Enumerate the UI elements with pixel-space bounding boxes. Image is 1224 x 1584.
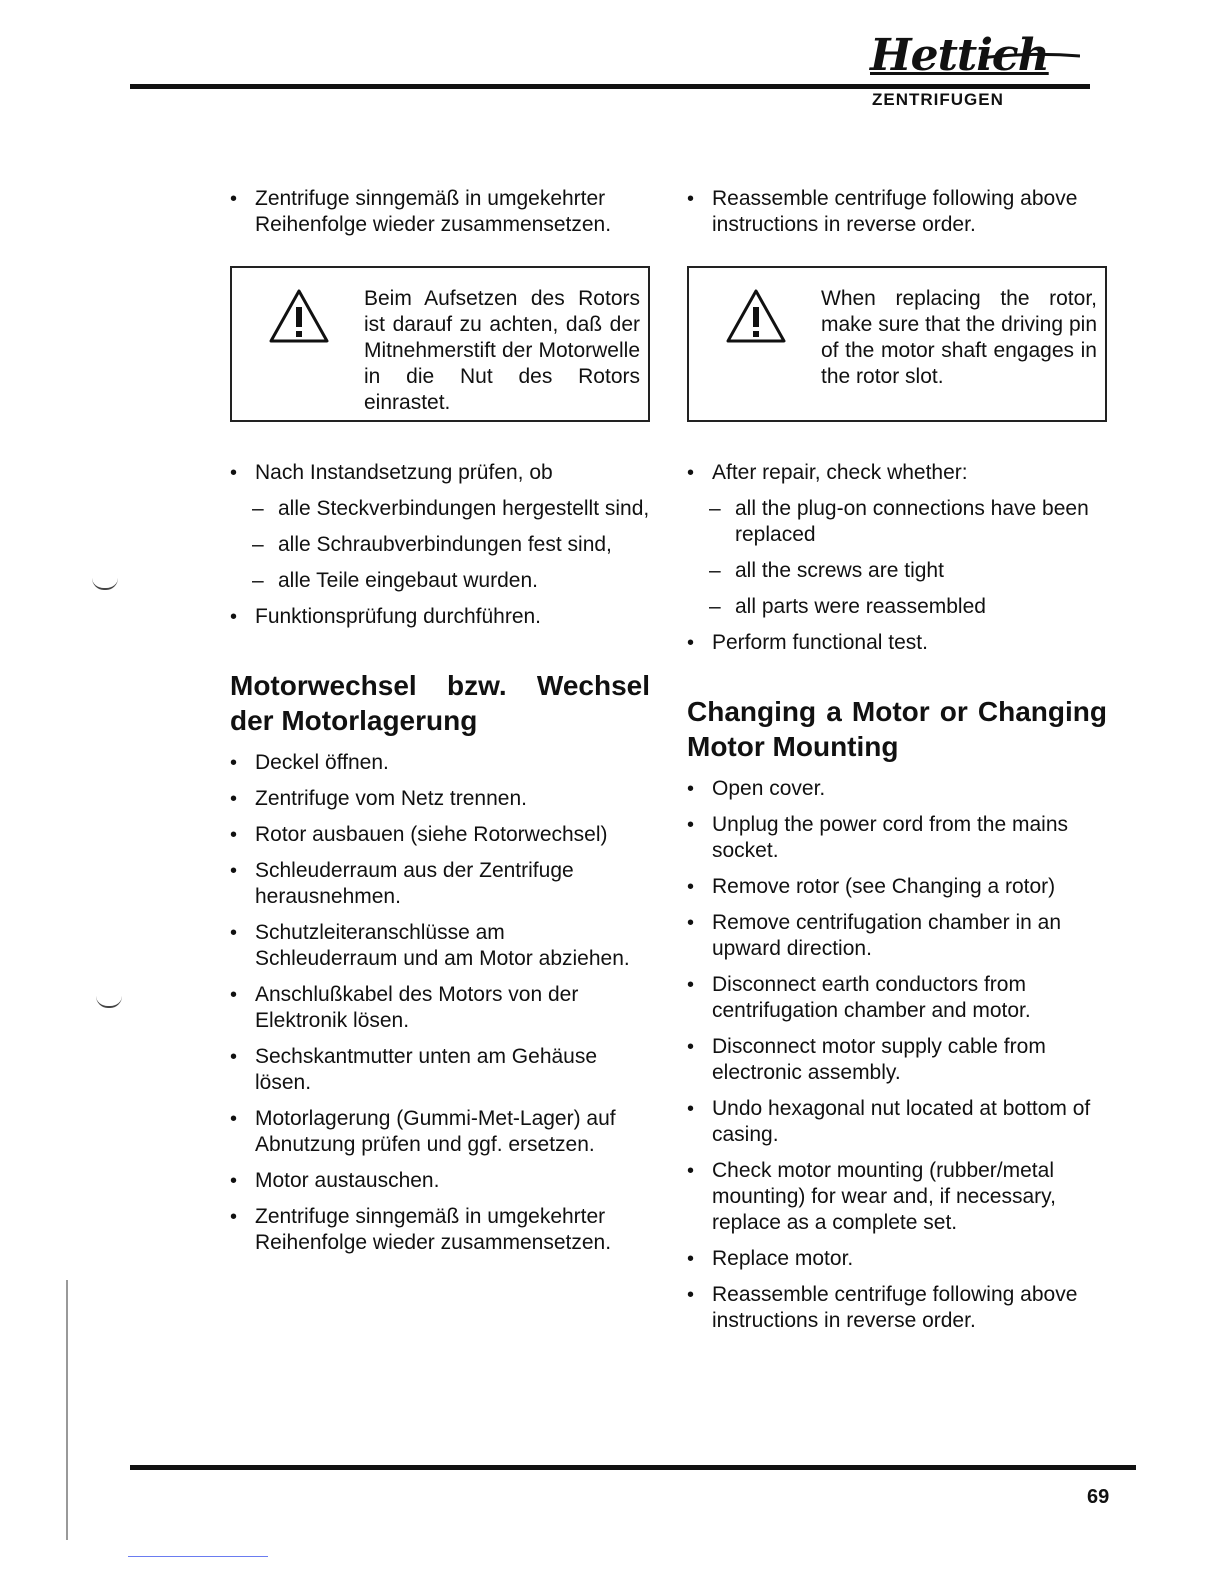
en-step: • Disconnect motor supply cable from electronic assembly.	[687, 1034, 1107, 1086]
page-number: 69	[1087, 1486, 1110, 1508]
en-check-item: – all parts were reassembled	[687, 594, 1107, 620]
de-step: • Zentrifuge sinngemäß in umgekehrter Reihenfolge wieder zusammensetzen.	[230, 1204, 650, 1256]
de-step: • Sechskantmutter unten am Gehäuse lösen.	[230, 1044, 650, 1096]
english-column	[687, 186, 1107, 1344]
en-step: • Disconnect earth conductors from centrifugation chamber and motor.	[687, 972, 1107, 1024]
brand-logo	[860, 30, 1080, 88]
en-step: • Remove centrifugation chamber in an upward direction.	[687, 910, 1107, 962]
brand-logo-text: Hettich	[870, 30, 1049, 81]
de-step: • Schleuderraum aus der Zentrifuge herausnehmen.	[230, 858, 650, 910]
de-warning-text: Beim Aufsetzen des Rotors ist darauf zu achten, daß der Mitnehmerstift der Motorwelle in die Nut des Rotors einrastet.	[364, 287, 640, 414]
margin-line	[66, 1280, 68, 1540]
en-function-test: • Perform functional test.	[687, 630, 1107, 656]
german-column	[230, 186, 650, 1266]
de-check-intro: • Nach Instandsetzung prüfen, ob	[230, 460, 650, 486]
de-step: • Schutzleiteranschlüsse am Schleuderraum und am Motor abziehen.	[230, 920, 650, 972]
footer-rule	[130, 1465, 1136, 1470]
de-step: • Zentrifuge vom Netz trennen.	[230, 786, 650, 812]
en-warning-text: When replacing the rotor, make sure that the driving pin of the motor shaft engages in the rotor slot.	[821, 287, 1097, 388]
de-section-heading: Motorwechsel bzw. Wechsel der Motorlagerung	[230, 670, 650, 736]
de-check-item: – alle Teile eingebaut wurden.	[230, 568, 650, 594]
de-step: • Deckel öffnen.	[230, 750, 650, 776]
footer-underline	[128, 1556, 268, 1557]
de-step: • Motor austauschen.	[230, 1168, 650, 1194]
en-step: • Unplug the power cord from the mains socket.	[687, 812, 1107, 864]
warning-icon	[268, 288, 330, 344]
en-check-item: – all the plug-on connections have been replaced	[687, 496, 1107, 548]
margin-mark	[92, 578, 118, 590]
en-warning-box	[687, 266, 1107, 422]
de-warning-box	[230, 266, 650, 422]
en-step: • Undo hexagonal nut located at bottom of casing.	[687, 1096, 1107, 1148]
warning-icon	[725, 288, 787, 344]
logo-swoosh-icon	[980, 52, 1080, 60]
de-step: • Anschlußkabel des Motors von der Elektronik lösen.	[230, 982, 650, 1034]
de-intro-bullet: • Zentrifuge sinngemäß in umgekehrter Reihenfolge wieder zusammensetzen.	[230, 186, 650, 238]
de-check-item: – alle Steckverbindungen hergestellt sind,	[230, 496, 650, 522]
en-check-item: – all the screws are tight	[687, 558, 1107, 584]
de-check-item: – alle Schraubverbindungen fest sind,	[230, 532, 650, 558]
en-step: • Open cover.	[687, 776, 1107, 802]
en-step: • Remove rotor (see Changing a rotor)	[687, 874, 1107, 900]
header-rule	[130, 84, 1090, 89]
de-step: • Rotor ausbauen (siehe Rotorwechsel)	[230, 822, 650, 848]
margin-mark	[96, 996, 122, 1008]
en-step: • Check motor mounting (rubber/metal mounting) for wear and, if necessary, replace as a complete set.	[687, 1158, 1107, 1236]
de-step: • Motorlagerung (Gummi-Met-Lager) auf Abnutzung prüfen und ggf. ersetzen.	[230, 1106, 650, 1158]
brand-subtitle: ZENTRIFUGEN	[872, 90, 1004, 109]
en-intro-bullet: • Reassemble centrifuge following above instructions in reverse order.	[687, 186, 1107, 238]
de-function-test: • Funktionsprüfung durchführen.	[230, 604, 650, 630]
en-step: • Reassemble centrifuge following above instructions in reverse order.	[687, 1282, 1107, 1334]
en-check-intro: • After repair, check whether:	[687, 460, 1107, 486]
en-step: • Replace motor.	[687, 1246, 1107, 1272]
en-section-heading: Changing a Motor or Changing Motor Mounting	[687, 696, 1107, 762]
